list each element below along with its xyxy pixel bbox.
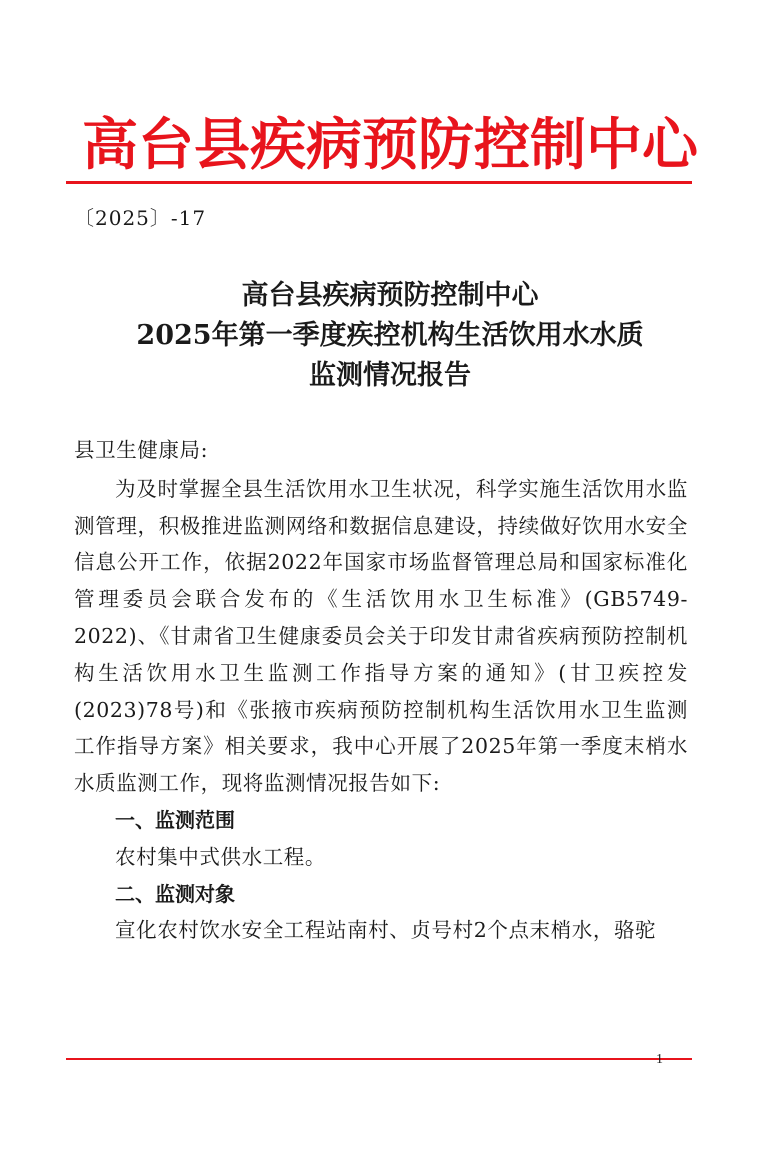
intro-paragraph: 为及时掌握全县生活饮用水卫生状况，科学实施生活饮用水监测管理，积极推进监测网络和数据信息建设，持续做好饮用水安全信息公开工作，依据2022年国家市场监督管理总局和国家标准化管理委员会联合发布的《生活饮用水卫生标准》(GB5749-2022)、《甘肃省卫生健康委员会关于印发甘肃省疾病预防控制机构生活饮用水卫生监测工作指导方案的通知》(甘卫疾控发(2023)78号)和《张掖市疾病预防控制机构生活饮用水卫生监测工作指导方案》相关要求，我中心开展了2025年第一季度末梢水水质监测工作，现将监测情况报告如下: [74, 476, 688, 796]
document-number: 〔2025〕-17 [74, 206, 207, 230]
section-text-scope: 农村集中式供水工程。 [115, 844, 326, 869]
report-title-line-2: 2025年第一季度疾控机构生活饮用水水质 [136, 320, 644, 351]
masthead-title: 高台县疾病预防控制中心 [82, 112, 698, 178]
salutation: 县卫生健康局: [74, 438, 209, 462]
document-body [74, 432, 688, 949]
section-heading-objects: 二、监测对象 [115, 881, 235, 906]
footer-divider [66, 1058, 692, 1060]
report-title-line-3: 监测情况报告 [309, 360, 471, 391]
masthead-divider [66, 181, 692, 184]
report-title-line-1: 高台县疾病预防控制中心 [241, 280, 539, 311]
section-text-objects: 宣化农村饮水安全工程站南村、贞号村2个点末梢水，骆驼 [115, 918, 657, 943]
section-heading-scope: 一、监测范围 [115, 807, 235, 832]
page-number: 1 [656, 1052, 663, 1067]
